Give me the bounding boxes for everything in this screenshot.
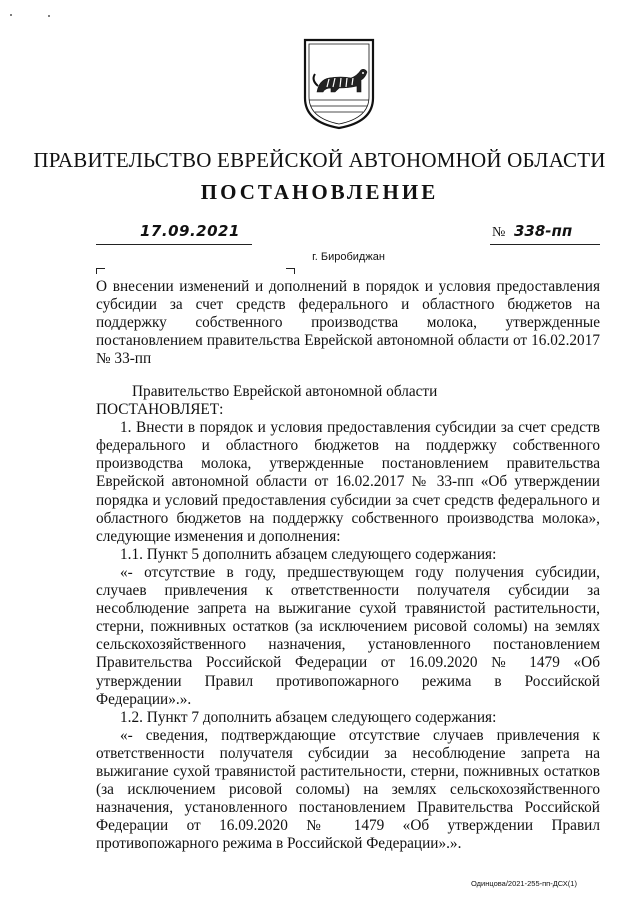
footer-reference-code: Одинцова/2021-255-пп-ДСХ(1) [471, 879, 577, 888]
preamble: Правительство Еврейской автономной области [132, 383, 438, 400]
scan-speck [48, 15, 50, 17]
paragraph-1-2: 1.2. Пункт 7 дополнить абзацем следующего содержания: [120, 708, 497, 726]
number-line [490, 222, 600, 245]
number-sign: № [492, 225, 506, 240]
document-type-heading: ПОСТАНОВЛЕНИЕ [200, 180, 439, 204]
document-subject: О внесении изменений и дополнений в порядок и условия предоставления субсидии за счет средств федерального и областного бюджетов на поддержку собственного производства молока, утвержденные постановлением правительства Еврейской автономной области от 16.02.2017 № 33-пп [96, 278, 600, 367]
government-title: ПРАВИТЕЛЬСТВО ЕВРЕЙСКОЙ АВТОНОМНОЙ ОБЛАСТИ [33, 148, 606, 172]
scan-speck [10, 14, 12, 16]
decree-word: ПОСТАНОВЛЯЕТ: [96, 401, 224, 419]
paragraph-1-2-quote: «- сведения, подтверждающие отсутствие случаев привлечения к ответственности получателя субсидии за несоблюдение запрета на выжигание сухой травянистой растительности, стерни, пожнивных остатков (за исключением рисовой соломы) на землях сельскохозяйственного назначения, установленного постановлением Правительства Российской Федерации от 16.09.2020 № 1479 «Об утверждении Правил противопожарного режима в Российской Федерации».». [96, 726, 600, 853]
subject-corner-mark-left [96, 268, 105, 274]
city-label: г. Биробиджан [312, 251, 385, 263]
paragraph-1-1-quote: «- отсутствие в году, предшествующем году получения субсидии, случаев привлечения к ответственности получателя субсидии за несоблюдение запрета на выжигание сухой травянистой растительности, стерни, пожнивных остатков (за исключением рисовой соломы) на землях сельскохозяйственного назначения, установленного постановлением Правительства Российской Федерации от 16.09.2020 № 1479 «Об утверждении Правил противопожарного режима в Российской Федерации».». [96, 563, 600, 708]
paragraph-1: 1. Внести в порядок и условия предоставления субсидии за счет средств федерального и областного бюджетов на поддержку собственного производства молока, утвержденные постановлением правительства Еврейской автономной области от 16.02.2017 № 33-пп «Об утверждении порядка и условий предоставления субсидии за счет средств федерального и областного бюджетов на поддержку собственного производства молока», следующие изменения и дополнения: [96, 419, 600, 545]
subject-corner-mark-right [286, 268, 295, 274]
handwritten-number: 338-пп [514, 222, 573, 240]
handwritten-date: 17.09.2021 [140, 222, 240, 240]
document-body [96, 383, 600, 853]
date-line [96, 222, 252, 245]
coat-of-arms-tiger-icon [299, 36, 379, 131]
paragraph-1-1: 1.1. Пункт 5 дополнить абзацем следующего содержания: [120, 545, 497, 563]
